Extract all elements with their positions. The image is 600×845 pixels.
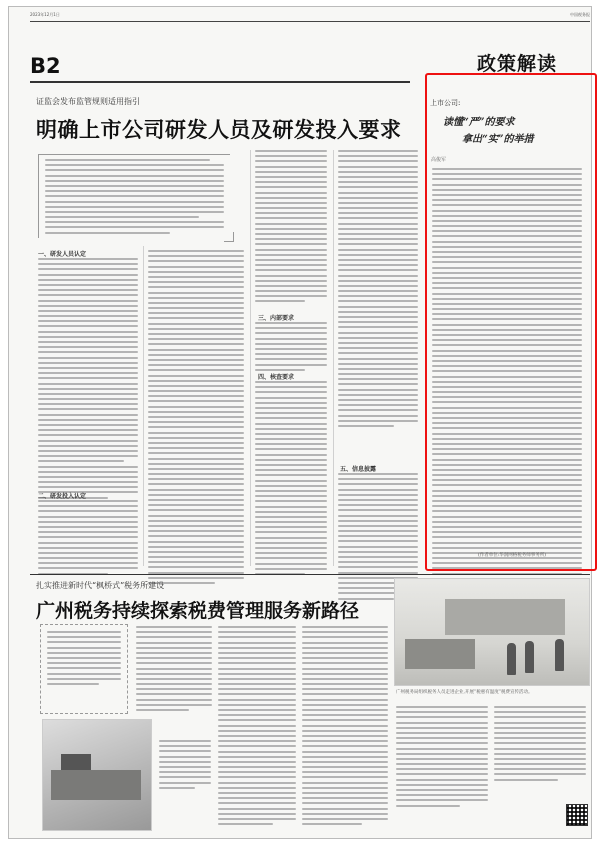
column-rule-2: [250, 150, 251, 566]
photo-desk: [51, 770, 141, 800]
sidebar-title-line2: 拿出“实”的举措: [462, 134, 534, 145]
column-rule-1: [143, 246, 144, 566]
text-col-2: [148, 250, 244, 587]
second-headline: 广州税务持续探索税费管理服务新路径: [36, 600, 360, 622]
main-headline: 明确上市公司研发人员及研发投入要求: [36, 117, 402, 142]
side-quote: [159, 740, 211, 820]
photo-booth: [405, 639, 475, 669]
second-text-col-3: [302, 626, 388, 828]
photo-person: [555, 639, 564, 671]
second-text-col-2: [218, 626, 296, 828]
top-rule: [30, 81, 410, 83]
second-text-col-5: [494, 706, 586, 784]
main-kicker: 证监会发布监管规则适用指引: [36, 97, 140, 106]
masthead-date: 2023年12月1日: [30, 12, 60, 17]
text-col-1a: [38, 258, 138, 502]
subhead-5: 五、信息披露: [340, 466, 377, 473]
section-title: 政策解读: [477, 53, 558, 75]
lead-bracket: [224, 232, 234, 242]
text-col-3c: [255, 381, 327, 578]
second-photo-left: [42, 719, 152, 831]
second-text-col-4: [396, 706, 488, 810]
subhead-1: 一、研发人员认定: [38, 251, 87, 258]
subhead-3: 三、内部要求: [258, 315, 295, 322]
text-col-1b: [38, 500, 138, 578]
quote-box: [40, 624, 128, 714]
text-col-3b: [255, 322, 327, 374]
second-text-col-1a: [136, 626, 212, 714]
lead-box: [38, 154, 230, 238]
photo-person: [507, 643, 516, 675]
sidebar-text: [432, 168, 582, 614]
masthead-rule: [30, 21, 590, 22]
sidebar-title-line1: 读懂“严”的要求: [443, 117, 515, 128]
middle-rule: [30, 574, 590, 575]
subhead-4: 四、核查要求: [258, 374, 295, 381]
sidebar-label: 上市公司:: [430, 99, 461, 107]
masthead-paper: 中国税务报: [570, 12, 590, 17]
second-photo-right: [394, 578, 590, 686]
subhead-2: 二、研发投入认定: [38, 493, 87, 500]
sidebar-note: (作者单位:华润网格税务师事务所): [478, 553, 547, 558]
section-code: B2: [30, 54, 61, 78]
photo-caption: 广州税务局组织税务人员走进企业,开展“税惠有温度”税费宣传活动。: [396, 690, 533, 695]
text-col-4a: [338, 150, 418, 430]
sidebar-author: 高俊军: [431, 157, 447, 163]
photo-banner: [445, 599, 565, 635]
second-kicker: 扎实推进新时代“枫桥式”税务所建设: [36, 581, 165, 590]
column-rule-3: [333, 150, 334, 566]
qr-code-icon: [566, 804, 588, 826]
text-col-3a: [255, 150, 327, 306]
photo-person: [525, 641, 534, 673]
